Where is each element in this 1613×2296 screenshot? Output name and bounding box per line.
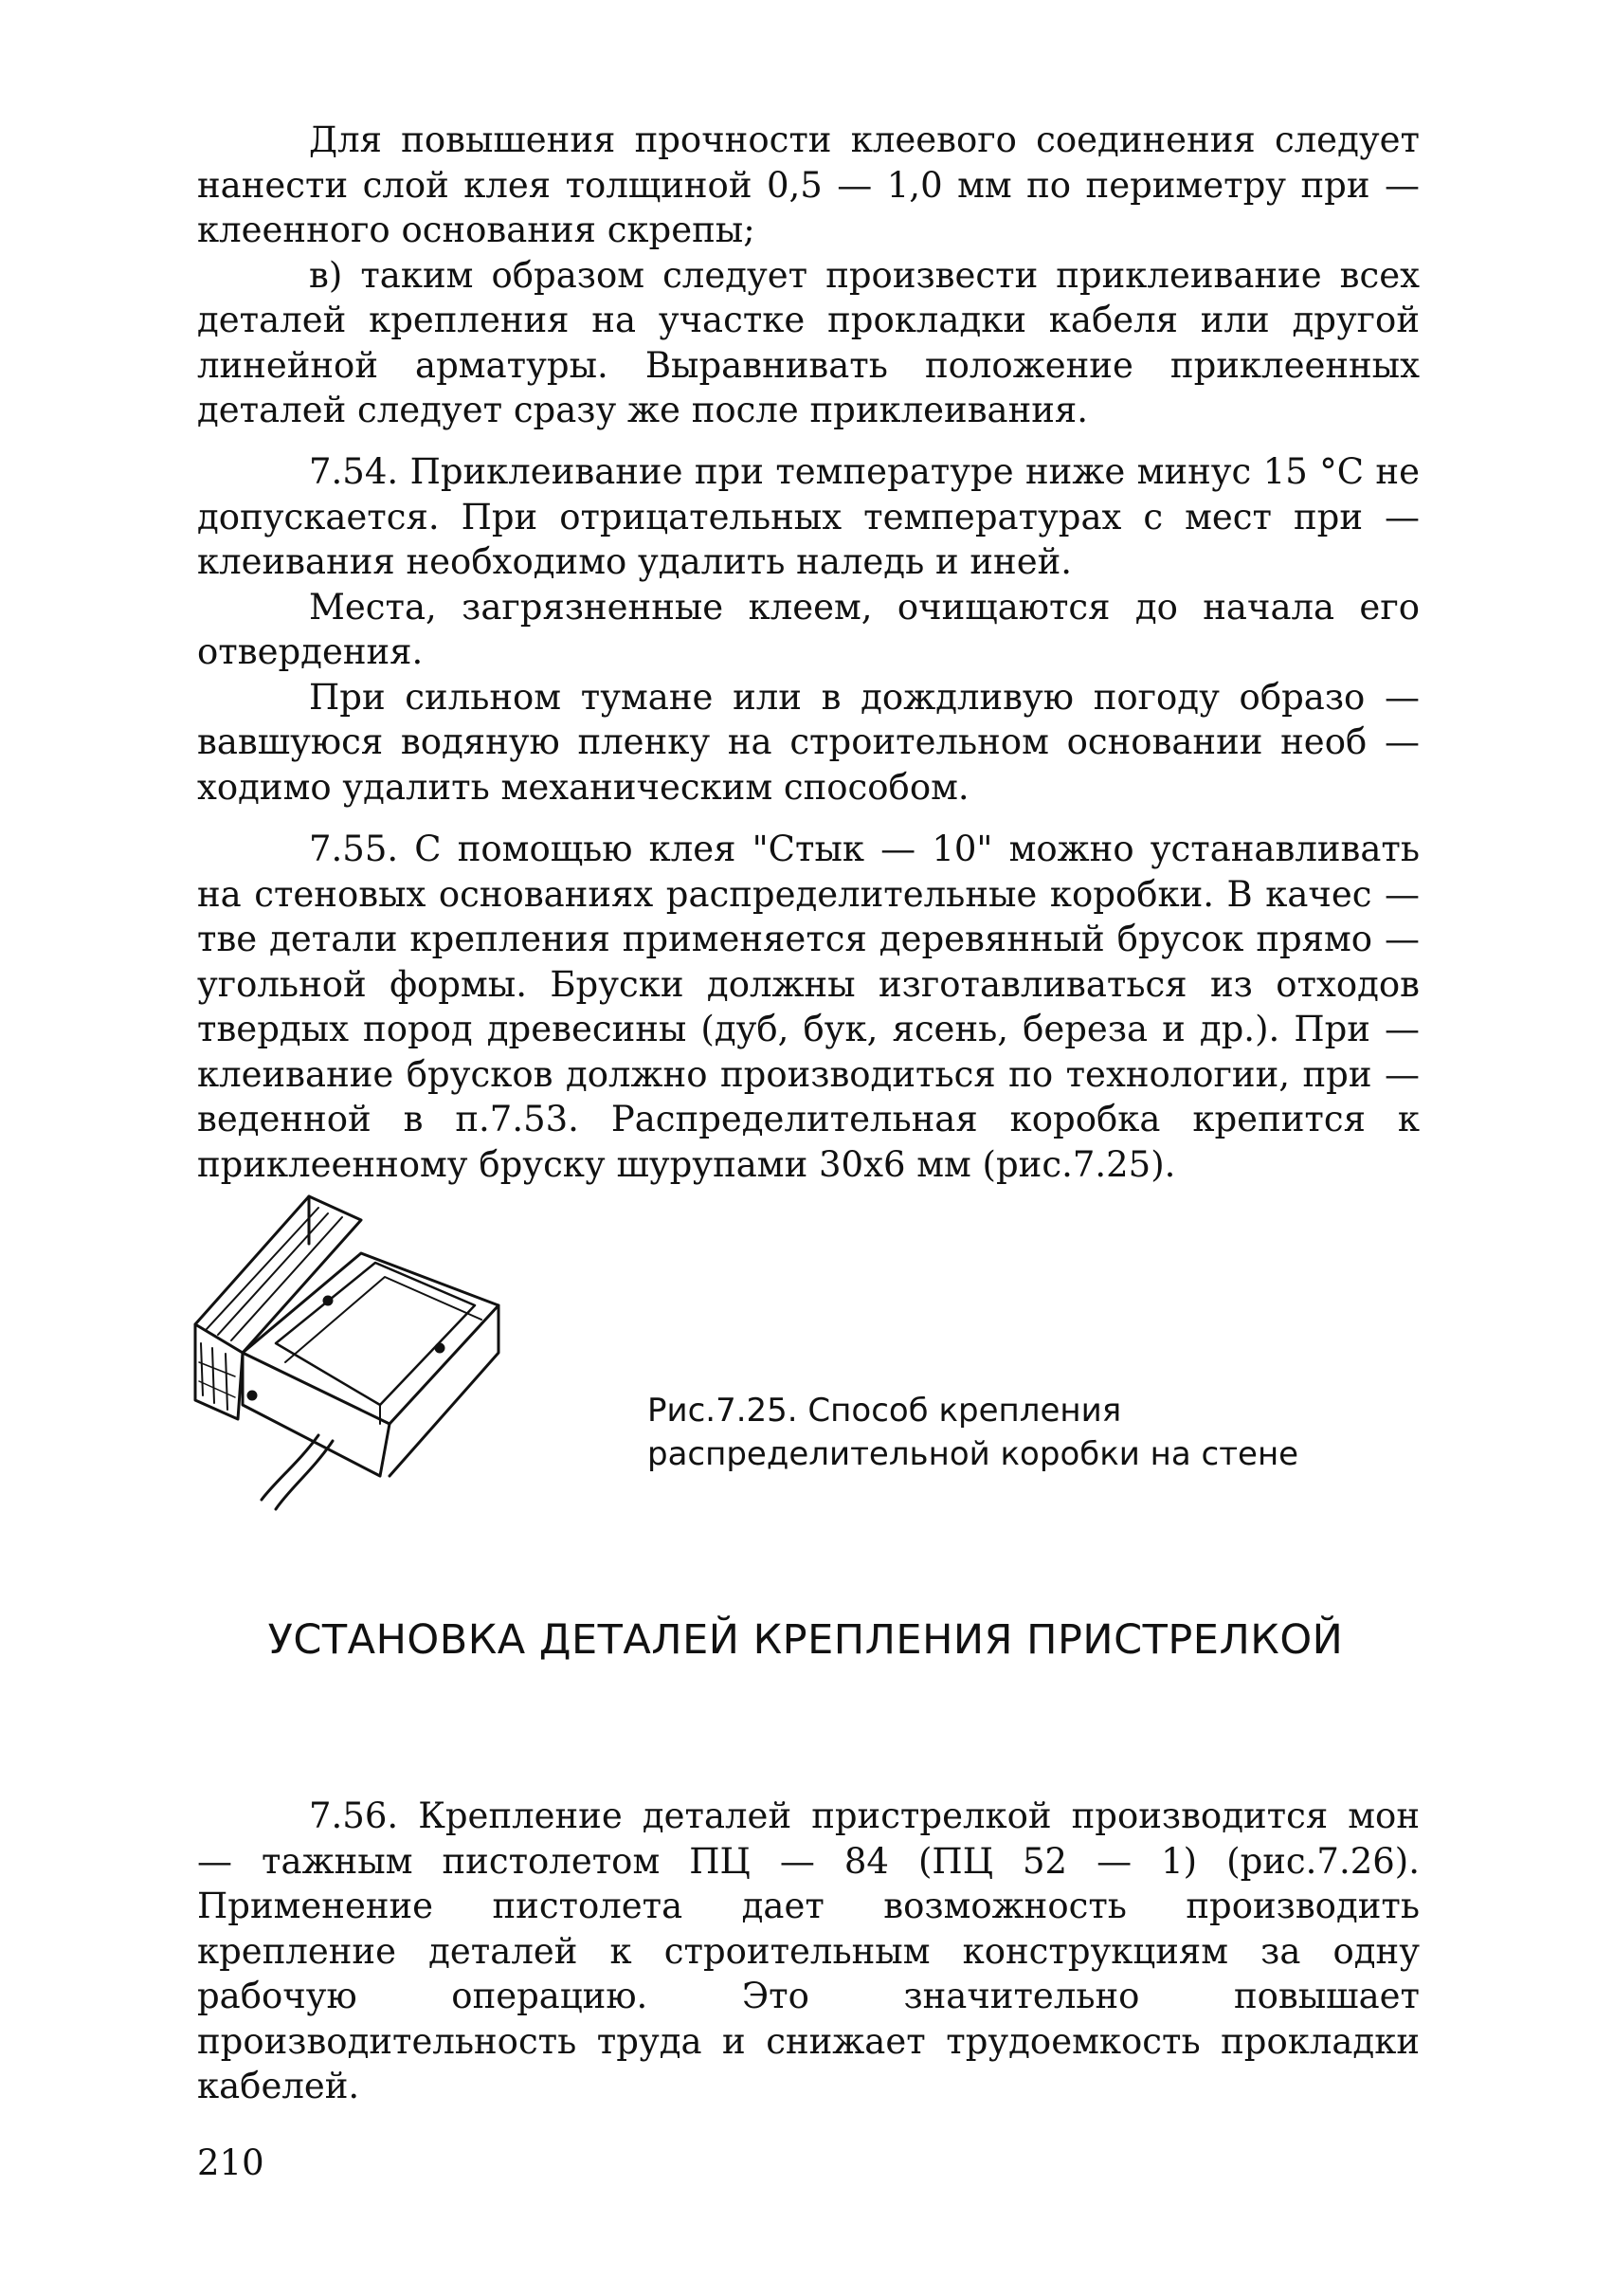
junction-box-illustration: [186, 1187, 517, 1521]
paragraph-adhesive-layer: Для повышения прочности клеевого соединения следует нанести слой клея толщиной 0,5 — 1,0 мм по периметру при — клеенного основания скрепы;: [197, 119, 1420, 250]
paragraph-item-v: в) таким образом следует произвести приклеивание всех деталей крепления на участке прокладки кабеля или другой линейной арматуры. Выравнивать положение приклеенных деталей следует сразу же после приклеивания.: [197, 254, 1420, 430]
paragraph-7-55: 7.55. С помощью клея "Стык — 10" можно устанавливать на стеновых основаниях распределительные коробки. В качес — тве детали крепления применяется деревянный брусок прямо — угольной формы. Бруски должны изготавливаться из отходов твердых пород древесины (дуб, бук, ясень, береза и др.). При — клеивание брусков должно производиться по технологии, при — веденной в п.7.53. Распределительная коробка крепится к приклеенному бруску шурупами 30х6 мм (рис.7.25).: [197, 829, 1420, 1185]
text-block-top: [197, 118, 1420, 433]
section-heading: УСТАНОВКА ДЕТАЛЕЙ КРЕПЛЕНИЯ ПРИСТРЕЛКОЙ: [267, 1616, 1344, 1664]
paragraph-7-56: 7.56. Крепление деталей пристрелкой производится мон — тажным пистолетом ПЦ — 84 (ПЦ 52 — 1) (рис.7.26). Применение пистолета дает возможность производить крепление деталей к строительным конструкциям за одну рабочую операцию. Это значительно повышает производительность труда и снижает трудоемкость прокладки кабелей.: [197, 1795, 1420, 2106]
figure-caption: [647, 1389, 1368, 1476]
text-block-7-54: [197, 449, 1420, 810]
page-number: 210: [197, 2142, 264, 2183]
caption-line-1: Рис.7.25. Способ крепления: [647, 1392, 1122, 1430]
paragraph-7-54: 7.54. Приклеивание при температуре ниже минус 15 °С не допускается. При отрицательных температурах с мест при — клеивания необходимо удалить наледь и иней.: [197, 451, 1420, 582]
text-block-7-56: [197, 1794, 1420, 2109]
caption-line-2: распределительной коробки на стене: [647, 1435, 1299, 1473]
paragraph-fog: При сильном тумане или в дождливую погоду образо — вавшуюся водяную пленку на строительном основании необ — ходимо удалить механическим способом.: [197, 676, 1420, 808]
paragraph-glue-stains: Места, загрязненные клеем, очищаются до начала его отвердения.: [197, 586, 1420, 672]
text-block-7-55: [197, 827, 1420, 1187]
